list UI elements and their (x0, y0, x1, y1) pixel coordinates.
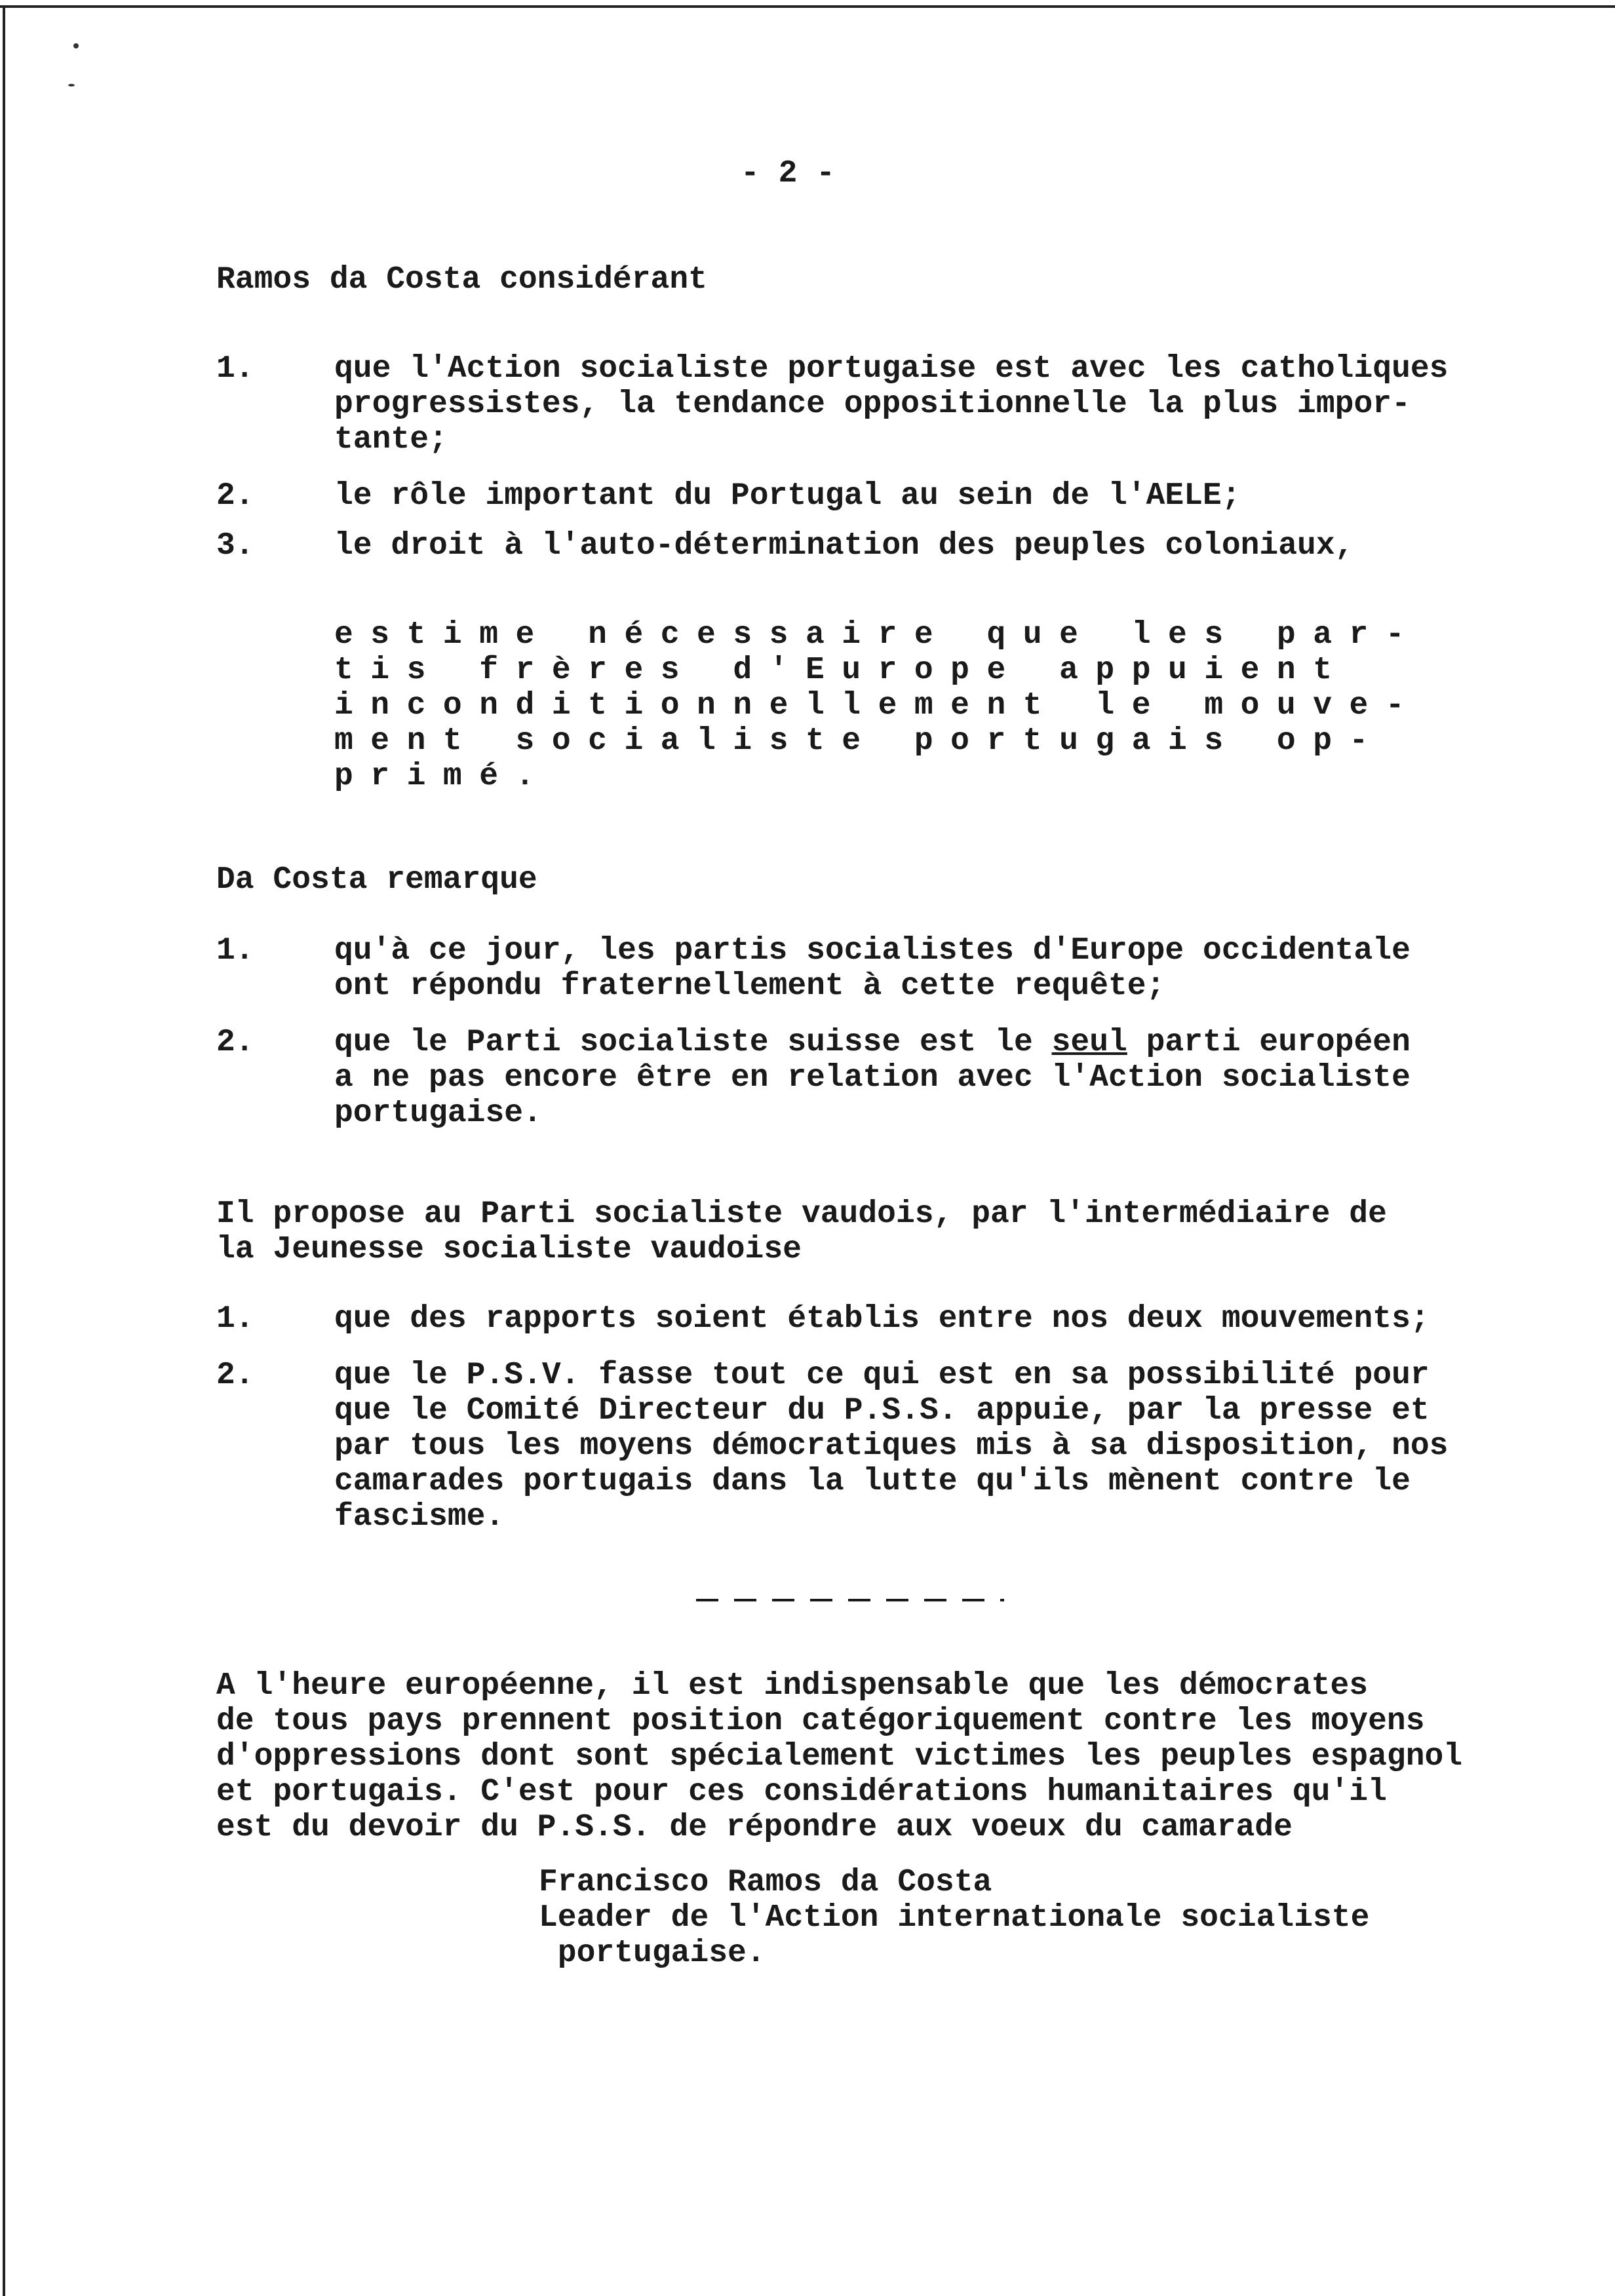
block2-item-2-line: portugaise. (334, 1096, 542, 1131)
signature-name: Francisco Ramos da Costa (539, 1865, 992, 1900)
block3-item-1-number: 1. (216, 1301, 254, 1337)
scan-speck (73, 43, 79, 48)
block2-item-2-line (334, 1025, 1411, 1060)
text-segment: que le Parti socialiste suisse est le (334, 1025, 1052, 1060)
block3-item-2-line: fascisme. (334, 1499, 505, 1535)
block1-item-1-line: que l'Action socialiste portugaise est avec les catholiques (334, 351, 1449, 387)
spaced-conclusion-line: estime nécessaire que les par- (334, 617, 1422, 653)
page-number: - 2 - (741, 156, 836, 191)
block3-item-2-line: que le Comité Directeur du P.S.S. appuie, par la presse et (334, 1393, 1430, 1428)
closing-line: et portugais. C'est pour ces considérations humanitaires qu'il (216, 1774, 1387, 1810)
block3-intro-line: Il propose au Parti socialiste vaudois, par l'intermédiaire de (216, 1196, 1387, 1232)
signature-title: Leader de l'Action internationale socialiste (539, 1900, 1370, 1936)
dashed-separator (696, 1599, 1004, 1601)
closing-line: d'oppressions dont sont spécialement victimes les peuples espagnol (216, 1739, 1463, 1774)
block3-item-2-number: 2. (216, 1358, 254, 1393)
underlined-word: seul (1051, 1025, 1127, 1060)
block3-item-2-line: que le P.S.V. fasse tout ce qui est en sa possibilité pour (334, 1358, 1430, 1393)
closing-line: est du devoir du P.S.S. de répondre aux voeux du camarade (216, 1810, 1293, 1845)
block1-item-1-line: tante; (334, 422, 448, 457)
block3-item-1-line: que des rapports soient établis entre nos deux mouvements; (334, 1301, 1430, 1337)
block1-item-2-number: 2. (216, 478, 254, 514)
block1-item-2-line: le rôle important du Portugal au sein de l'AELE; (334, 478, 1241, 514)
block1-item-1-line: progressistes, la tendance oppositionnelle la plus impor- (334, 387, 1411, 422)
block2-heading: Da Costa remarque (216, 862, 537, 898)
block2-item-2-line: a ne pas encore être en relation avec l'Action socialiste (334, 1060, 1411, 1096)
scan-speck (68, 84, 75, 86)
closing-line: A l'heure européenne, il est indispensable que les démocrates (216, 1668, 1369, 1704)
block1-item-3-number: 3. (216, 528, 254, 564)
block1-heading: Ramos da Costa considérant (216, 262, 707, 297)
block3-item-2-line: par tous les moyens démocratiques mis à sa disposition, nos (334, 1428, 1449, 1464)
block2-item-2-number: 2. (216, 1025, 254, 1060)
spaced-conclusion-line: ment socialiste portugais op- (334, 723, 1386, 759)
closing-line: de tous pays prennent position catégoriquement contre les moyens (216, 1704, 1425, 1739)
page-left-edge (3, 5, 5, 2296)
block3-item-2-line: camarades portugais dans la lutte qu'ils mènent contre le (334, 1464, 1411, 1499)
block1-item-3-line: le droit à l'auto-détermination des peuples coloniaux, (334, 528, 1354, 564)
text-segment: parti européen (1127, 1025, 1411, 1060)
block2-item-1-number: 1. (216, 933, 254, 968)
spaced-conclusion-line: tis frères d'Europe appuient (334, 653, 1350, 688)
signature-title: portugaise. (539, 1936, 766, 1971)
block3-intro-line: la Jeunesse socialiste vaudoise (216, 1232, 802, 1267)
spaced-conclusion-line: inconditionnellement le mouve- (334, 688, 1422, 723)
block2-item-1-line: ont répondu fraternellement à cette requête; (334, 968, 1165, 1004)
page-top-edge (0, 5, 1615, 8)
spaced-conclusion-line: primé. (334, 759, 552, 794)
block2-item-1-line: qu'à ce jour, les partis socialistes d'Europe occidentale (334, 933, 1411, 968)
block1-item-1-number: 1. (216, 351, 254, 387)
